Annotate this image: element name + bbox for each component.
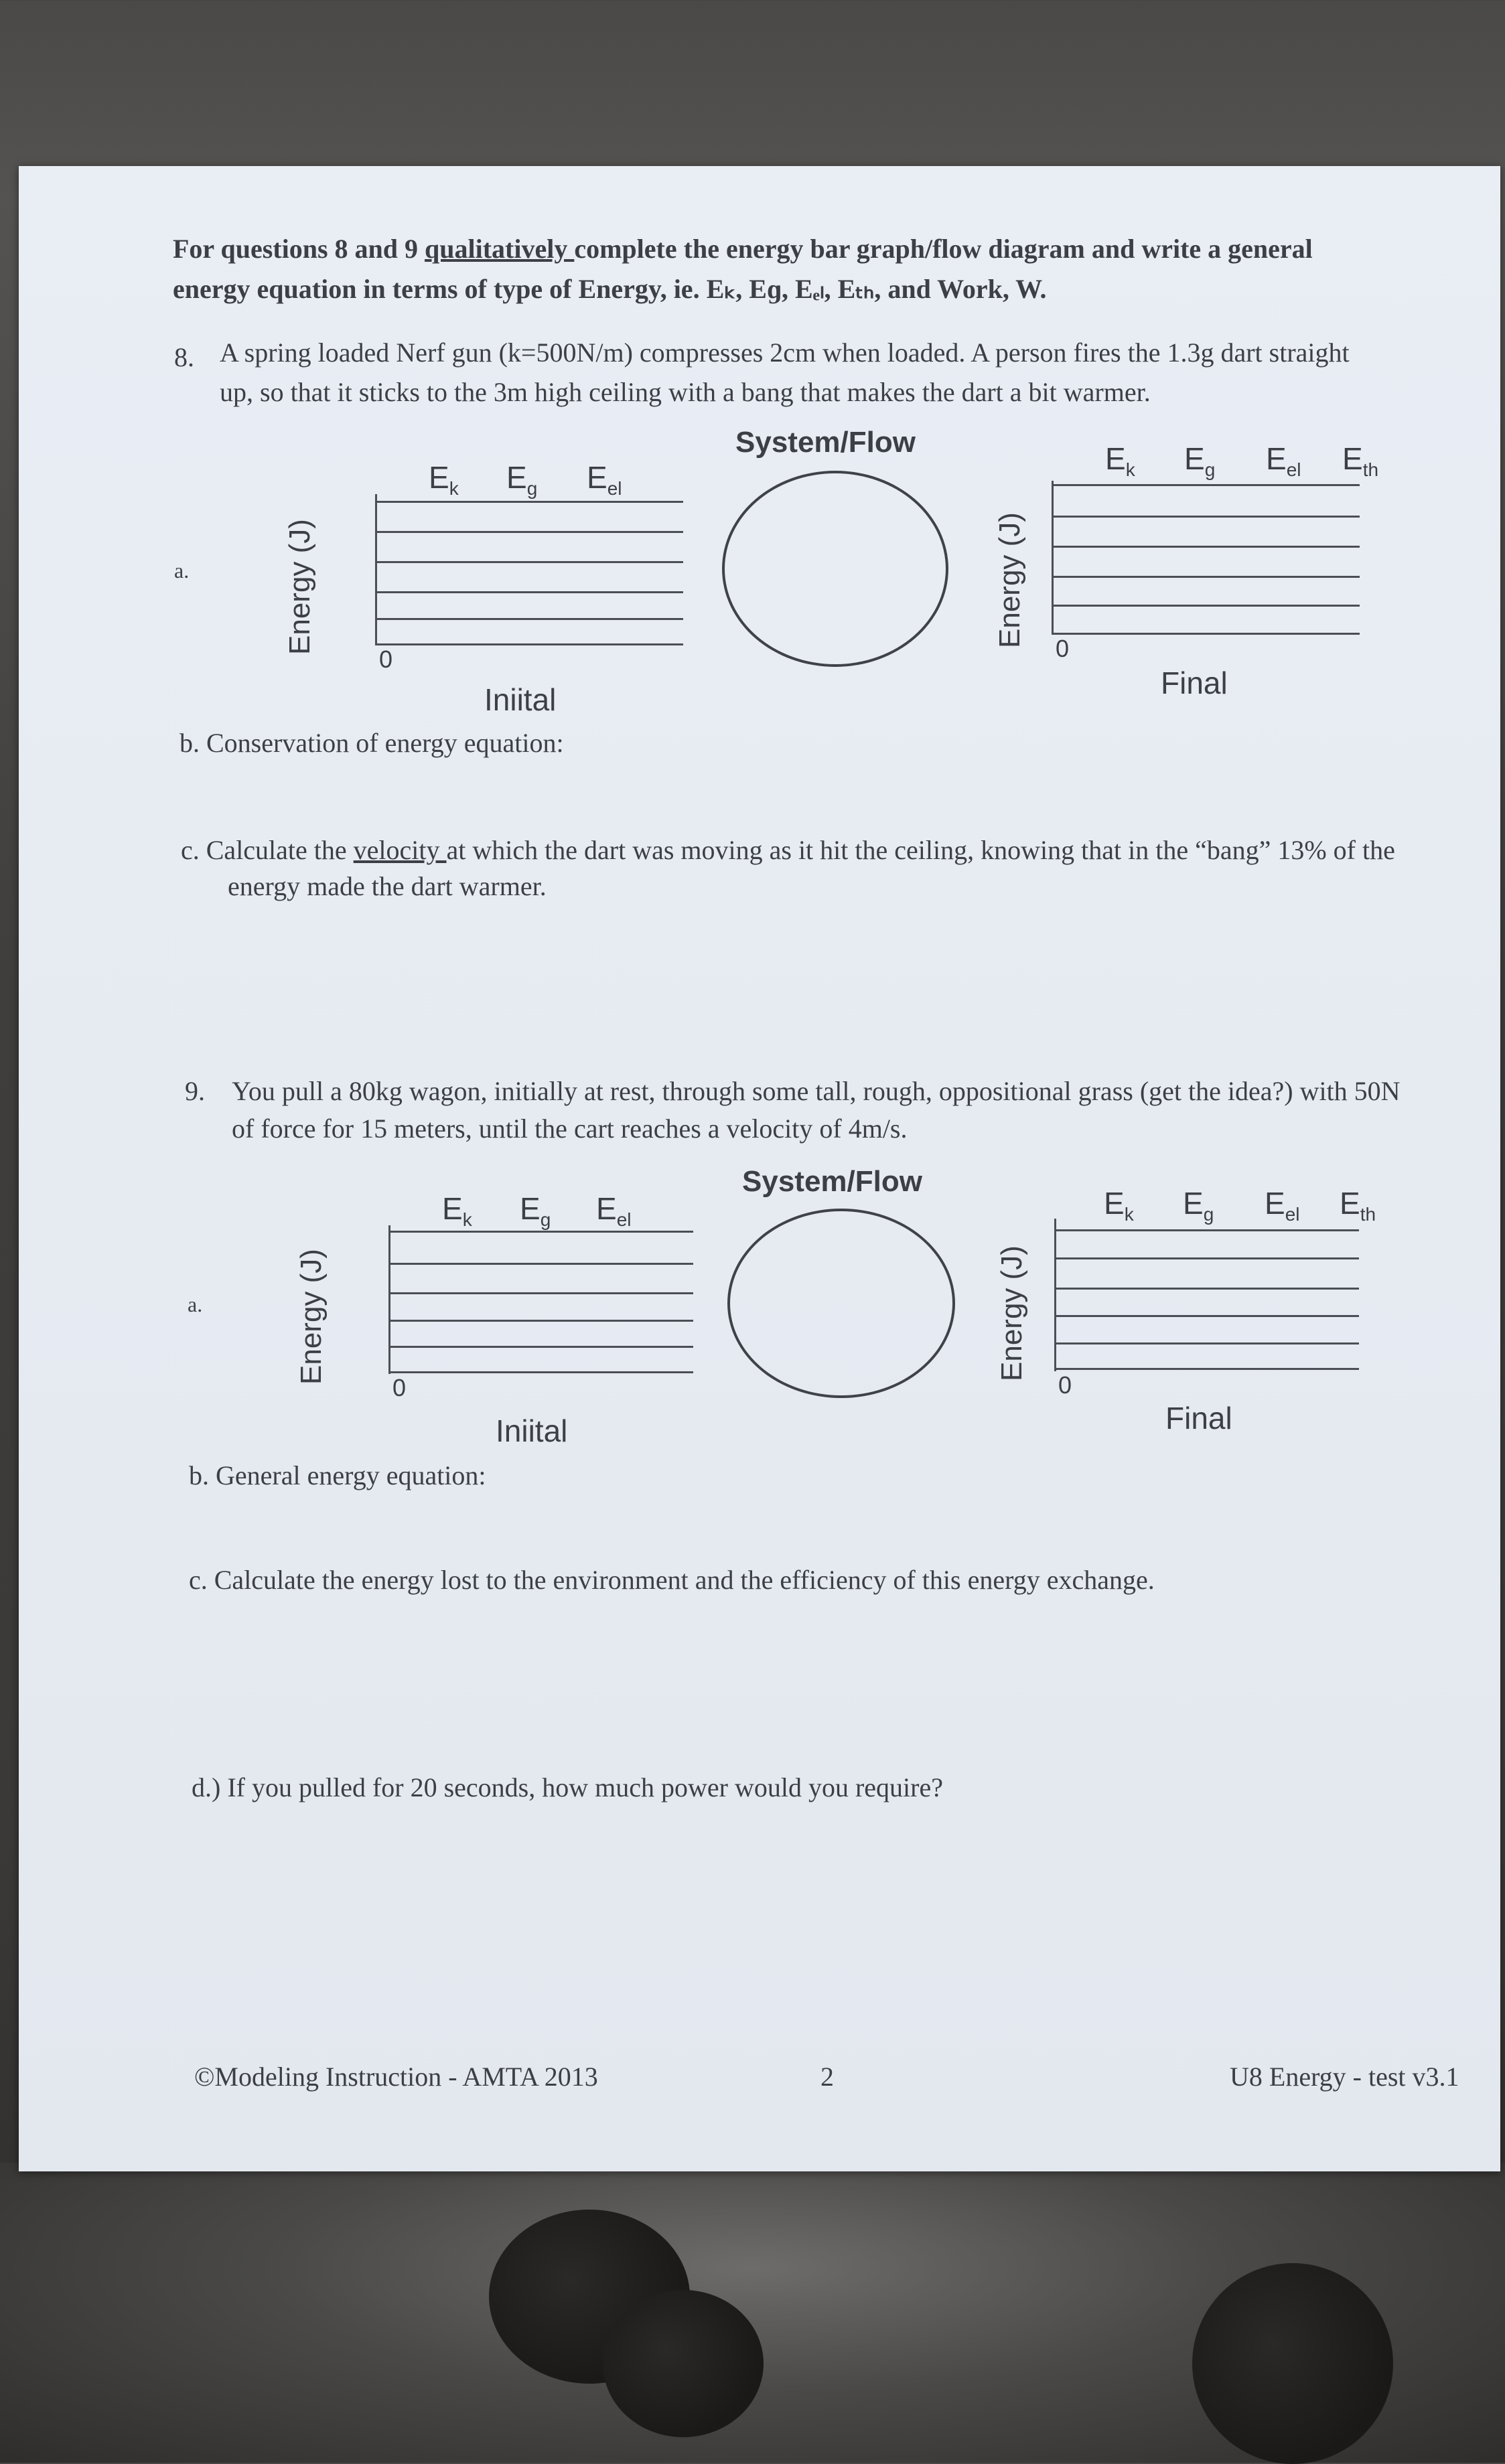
q9-final-eel: $E_{el}$ <box>1265 1186 1300 1225</box>
q9-final-y-axis-label: Energy (J) <box>995 1245 1028 1381</box>
q8-final-zero: 0 <box>1056 635 1070 662</box>
q9-initial-eg: $E_g$ <box>520 1191 551 1231</box>
q9-initial-gridline <box>388 1231 693 1233</box>
q9-initial-zero: 0 <box>392 1374 407 1401</box>
q9-initial-eel: $E_{el}$ <box>596 1191 632 1231</box>
q8-initial-eg: $E_g$ <box>506 460 538 499</box>
q9-initial-label: Iniital <box>496 1413 568 1448</box>
q9-part-d: d.) If you pulled for 20 seconds, how much power would you require? <box>192 1772 943 1802</box>
q9-part-a-label: a. <box>188 1292 203 1316</box>
q8-final-gridline <box>1052 576 1360 578</box>
q8-initial-gridline <box>375 618 683 620</box>
q9-initial-y-axis <box>388 1225 390 1374</box>
q8-initial-gridline <box>375 591 683 593</box>
q8-initial-label: Iniital <box>484 682 557 717</box>
q8-final-y-axis <box>1052 481 1054 635</box>
q8-initial-zero: 0 <box>379 645 393 673</box>
q8-final-gridline <box>1052 516 1360 518</box>
q8-final-y-axis-label: Energy (J) <box>993 512 1026 648</box>
q8-part-b: b. Conservation of energy equation: <box>180 728 564 758</box>
intro-line-2: energy equation in terms of type of Energy, ie. Eₖ, Eɡ, Eₑₗ, Eₜₕ, and Work, W. <box>173 274 1047 304</box>
q8-initial-gridline <box>375 643 683 645</box>
q8-final-gridline <box>1052 605 1360 607</box>
q8-final-gridline <box>1052 484 1360 486</box>
footer-copyright: ©Modeling Instruction - AMTA 2013 <box>194 2062 598 2092</box>
q9-text-line-1: You pull a 80kg wagon, initially at rest, through some tall, rough, oppositional grass (get the idea?) with 50N <box>232 1076 1401 1106</box>
q9-initial-gridline <box>388 1320 693 1322</box>
q9-final-label: Final <box>1165 1401 1232 1436</box>
q9-initial-gridline <box>388 1346 693 1348</box>
q8-initial-gridline <box>375 501 683 503</box>
q9-initial-y-axis-label: Energy (J) <box>295 1249 328 1385</box>
q9-initial-gridline <box>388 1263 693 1265</box>
q9-final-gridline <box>1054 1257 1359 1259</box>
q9-initial-gridline <box>388 1292 693 1294</box>
q9-final-eth: $E_{th}$ <box>1340 1186 1376 1225</box>
q8-text-line-1: A spring loaded Nerf gun (k=500N/m) compresses 2cm when loaded. A person fires the 1.3g dart straight <box>220 337 1350 368</box>
intro-line-1: For questions 8 and 9 qualitatively complete the energy bar graph/flow diagram and write a general <box>173 234 1313 264</box>
q9-system-flow-title: System/Flow <box>742 1165 922 1198</box>
q8-initial-gridline <box>375 561 683 563</box>
q8-final-eel: $E_{el}$ <box>1266 441 1301 481</box>
q9-number: 9. <box>185 1076 205 1106</box>
footer-page-number: 2 <box>820 2062 834 2092</box>
q8-final-gridline <box>1052 546 1360 548</box>
q9-text-line-2: of force for 15 meters, until the cart reaches a velocity of 4m/s. <box>232 1113 908 1144</box>
plant-leaf-shadow <box>1192 2263 1393 2464</box>
q9-final-ek: $E_k$ <box>1104 1186 1134 1225</box>
q9-part-c: c. Calculate the energy lost to the environment and the efficiency of this energy exchange. <box>189 1565 1155 1595</box>
q8-initial-gridline <box>375 531 683 533</box>
q9-system-oval <box>727 1209 955 1398</box>
q8-initial-y-axis-label: Energy (J) <box>283 519 316 655</box>
q8-part-a-label: a. <box>174 558 190 583</box>
q9-final-gridline <box>1054 1229 1359 1231</box>
q9-part-b: b. General energy equation: <box>189 1460 486 1490</box>
q8-part-c-line-2: energy made the dart warmer. <box>228 871 547 901</box>
q9-final-gridline <box>1054 1315 1359 1317</box>
q9-final-gridline <box>1054 1342 1359 1344</box>
footer-version: U8 Energy - test v3.1 <box>1230 2062 1459 2092</box>
q9-final-zero: 0 <box>1058 1371 1072 1399</box>
q8-part-c-line-1: c. Calculate the velocity at which the dart was moving as it hit the ceiling, knowing that in the “bang” 13% of the <box>181 835 1395 865</box>
q8-system-oval <box>722 471 948 667</box>
q8-initial-y-axis <box>375 494 377 645</box>
q8-initial-eel: $E_{el}$ <box>587 460 622 499</box>
q9-initial-ek: $E_k$ <box>442 1191 472 1231</box>
q9-initial-gridline <box>388 1371 693 1373</box>
q9-final-y-axis <box>1054 1219 1056 1371</box>
q8-text-line-2: up, so that it sticks to the 3m high ceiling with a bang that makes the dart a bit warmer. <box>220 377 1151 407</box>
q8-initial-ek: $E_k$ <box>429 460 459 499</box>
q8-system-flow-title: System/Flow <box>735 426 916 459</box>
worksheet-page <box>19 166 1500 2171</box>
q8-number: 8. <box>174 342 194 372</box>
plant-leaf-shadow <box>603 2290 764 2437</box>
q9-final-eg: $E_g$ <box>1183 1186 1214 1225</box>
q8-final-eth: $E_{th}$ <box>1342 441 1379 481</box>
q8-final-eg: $E_g$ <box>1184 441 1216 481</box>
q9-final-gridline <box>1054 1368 1359 1370</box>
q8-final-ek: $E_k$ <box>1105 441 1135 481</box>
q8-final-label: Final <box>1161 666 1228 700</box>
q8-final-gridline <box>1052 633 1360 635</box>
q9-final-gridline <box>1054 1288 1359 1290</box>
